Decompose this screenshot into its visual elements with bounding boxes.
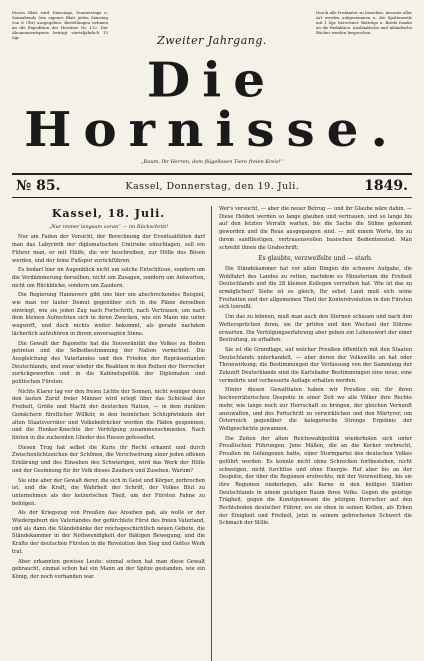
epitaph-line: Es glaubte, verzweifelte und — starb.	[258, 255, 373, 263]
postal-notice: Durch alle Postämter zu beziehen. Inserate aller Art werden aufgenommen u. die Spaltenzeile mit 1 Sgr. berechnet. Beiträge u. Briefe franko an die Redaktion. Ausländische und inländische Bücher werden besprochen.	[316, 10, 412, 36]
paragraph: Es bedarf hier im Augenblick nicht um solche Entschlüsse, sondern um die Verdämmerung derselben, nicht um Zusagen, sondern um Antworten, nicht um Rückblicke, sondern um Zaudern.	[12, 267, 205, 289]
paragraph: Die Zeiten der alten Reichswahlpolitik wiederholen sich unter Preußischen Führungen. Jene Mäßen, die an die Kerker verbrecht, Preußen im Gefangenen hatte, einer Sturmpartei des deutschen Volkes geführt worden. Es konnte nicht ohne Schrecken fortbestehen, nicht schweigen, nicht furchtlos und ohne Energie. Ruf aber bis an der Despotie, der über die Regionen erstreckte, mit der Verzweiflung, bis sie ihre Regionen niederlegen, alle Kerne in den heiligen Städten Deutschlands in einem geistigen Raum ihres Volks. Gegen die geistige Trägheit, gegen die Kunstgenossen die jetzigen Herrscher auf den Rechtsboden deutscher Führer, wo sie eben in seinen Ketten, als Erben der Einigkeit und Freiheit, jetzt in seinem gebrochenen Schwert die Schmach der Stille.	[219, 435, 412, 527]
paragraph: Nur am Faden der Vorsicht, der Berechnung der Eventualitäten darf man das Labyrinth der diplomatischen Umtriebe einschlagen, soll ein Führer man, er mit Hülfe, die wir beschreiben, zur Hölle des Bösen werden, und der feine Fußspur zurückführen.	[12, 234, 205, 264]
paragraph: Die Gewalt der Bajonette hat die Souveränität des Volkes zu Boden getreten und die Selbstbestimmung der Nation vernichtet. Die Ausgleichung des Vaterlandes und den Frieden der Repräsentanten Deutschlands, und zwar wieder die Reaktion in den Reihen der Herrscher zurückgeworfen und in die Kabinetspolitik der Diplomaten und politischen Fürsten.	[12, 340, 205, 386]
paragraph: Sie ist die Grundlage, auf welcher Preußen öffentlich mit den Staaten Deutschlands unterhandelt, — aber deren der Volkswille an hat oder Thronwirkung; die Bestimmungen der Verfassung von der Sammlung der Zukunft Deutschlands sind die Karlsbader Bestimmungen eine neue, eine vermehrte und verbesserte Auflage erhalten werden.	[219, 346, 412, 384]
volume-line: Zweiter Jahrgang.	[157, 34, 267, 47]
right-column	[212, 206, 412, 661]
motto: „Raum, Ihr Herren, dem flügellosen Tiere freien Kreis!“	[140, 159, 284, 165]
paragraph: Als der Kriegszug von Preußen das Ansehen gab, als wolle er der Wiedergeburt des Vaterlandes der gefürchtete Fürst des freien Vaterland, und als dann die Ständebänke der reichsgeschichtlich neuen Gebote, die Ständekammer in der Nothwendigkeit der thätigen Bewegung, und die Kräfte der deutschen Fürsten in die Revolution den Sieg und Gottes Werk trat.	[12, 510, 205, 555]
paragraph: Wer's versucht, — aber die neuer Betrug — und ihr Glaube wäre dahin. — Diese Helden werden so lange glauben und vertrauen, und so lange bis auf den letzten Verrath warten, bis die Sache die Sühne gekommt geworden und die Reue ausgegangen sind. — mit einem Worte, bis zu ihrem sanftfestigen, vertrauensvollen basischen Bedientenstod. Man schreibt ihnen die Grabschrift:	[219, 206, 412, 251]
left-column	[12, 206, 212, 661]
article-heading: Kassel, 18. Juli.	[51, 207, 166, 220]
newspaper-title: Die Hornisse.	[24, 51, 400, 158]
issue-number: № 85.	[16, 178, 61, 194]
paragraph: Nichts Klarer lag vor den freien Lichte der Sonnen, nicht weniger denn den lauten Zuruf freier Männer wird erlegt über das Schicksal der Freiheit, Größe und Macht der deutschen Nation, — in dem dunklen Gemächern fürstlicher Willkür, in den heimlichen Schlupfwinkeln der alten Staatsverräter und Volksbedrücker werden die Fäden gesponnen, und die Henker-Knechte der Verfolgung zusammenschmieden. Nach hinten in die zuckenden Glieder des Riesen gefesseltet.	[12, 388, 205, 441]
paragraph: Aber erkannten gewisse Leute: einmal schon hat man diese Gewalt gebraucht, einmal schon hat ein Mann an der Spitze gestanden, wie ein König, der noch vorhanden war.	[12, 558, 205, 580]
subscription-notice: Dieses Blatt wird Dienstags, Donnerstags u. Sonnabends (ein eigenes Blatt jeden Samstag von 6 Uhr) ausgegeben. Bestellungen nehmen an die Expedition der Hornisse Nr. 132. Der Abonnementspreis beträgt vierteljährlich 15 Sgr.	[12, 10, 108, 41]
issue-bar	[12, 173, 412, 198]
issue-place-date: Kassel, Donnerstag, den 19. Juli.	[125, 180, 300, 192]
paragraph: Hinter diesen Gewalttaten haben wir Preußen ein für ihren hochverräterischen Despotie in einer Zeit wo alle Völker ihre Rechte mehr, wie lange noch zur Herrschaft zu bringen, der gleichen Vernunft anzuwalten, und des Fortschritt zu verwirklichen und den Märtyrer, um Österreich gegenüber die kategorische Strenge Ergebnis der Weltgeschichte gewannen.	[219, 387, 412, 432]
paragraph: Um das zu können, muß man auch den Sternen schauen und nach den Wettersprüchen ihren, sie ihr prüfen und den Wechsel der Stürme erwarten. Die Verfolgungserfahrung aber geben ein Lebenswort der einer Bestrafung, zu erhalten.	[219, 314, 412, 344]
paragraph: Diesen Trug hat selbst die Kurie ihr Recht erkannt und durch Zwischenlichtzeichen der Schönen, die Verschwörung einer jeden offenen Erklärung und des Einsehen des Schwierigen, wird das Werk der Hölle und der Gesinnung für ihr Volk dieses Zaudern und Zusehen. Warum?	[12, 444, 205, 474]
issue-year: 1849.	[364, 178, 408, 194]
article-epigraph: „Nur immer langsam voran“ — im Rückschritt!	[48, 223, 169, 230]
paragraph: Die Ständekammer hat vor allen Dingen die schwere Aufgabe, die Wohlfahrt des Landes zu retten, nachdem es Ministerium die Freiheit Deutschlands und die 28 kleinen Kollegen verrathen hat. Wie ist das zu ermöglichen? Siehe ist es gleich, Ihr sehet Land muß sich seine Freiheiten und der allgemeinen Theil der Konteretvolution in den Fürsten sich losreißt.	[219, 265, 412, 311]
article-columns	[12, 206, 412, 661]
paragraph: Sie eine aber der Gewalt derer, die sich in Geist und Körper, zerbrochen ist, und die Kraft, die Wahrheit der Schrift, der Volkes Blut zu unternehmen als der ketzerischen Theil, um der Fürsten Fahne zu befolgen.	[12, 477, 205, 507]
paragraph: Die Regierung Hannovers gibt uns hier ein abschreckendes Beispiel, wie man vor lauter Demut gegenüber sich in die Pläne derselben einwiegt, wie sie jeden Zug nach Fortschritt, nach Vertrauen, um nach dem kleinen Aufrechten sich in ihren Zwecken, wie ein Mann nie unter wegwirft, und doch nichts weiter bekommt, als gerade nachdem lächerlich aufzuhören in ihrem unversagten Sinne.	[12, 292, 205, 337]
